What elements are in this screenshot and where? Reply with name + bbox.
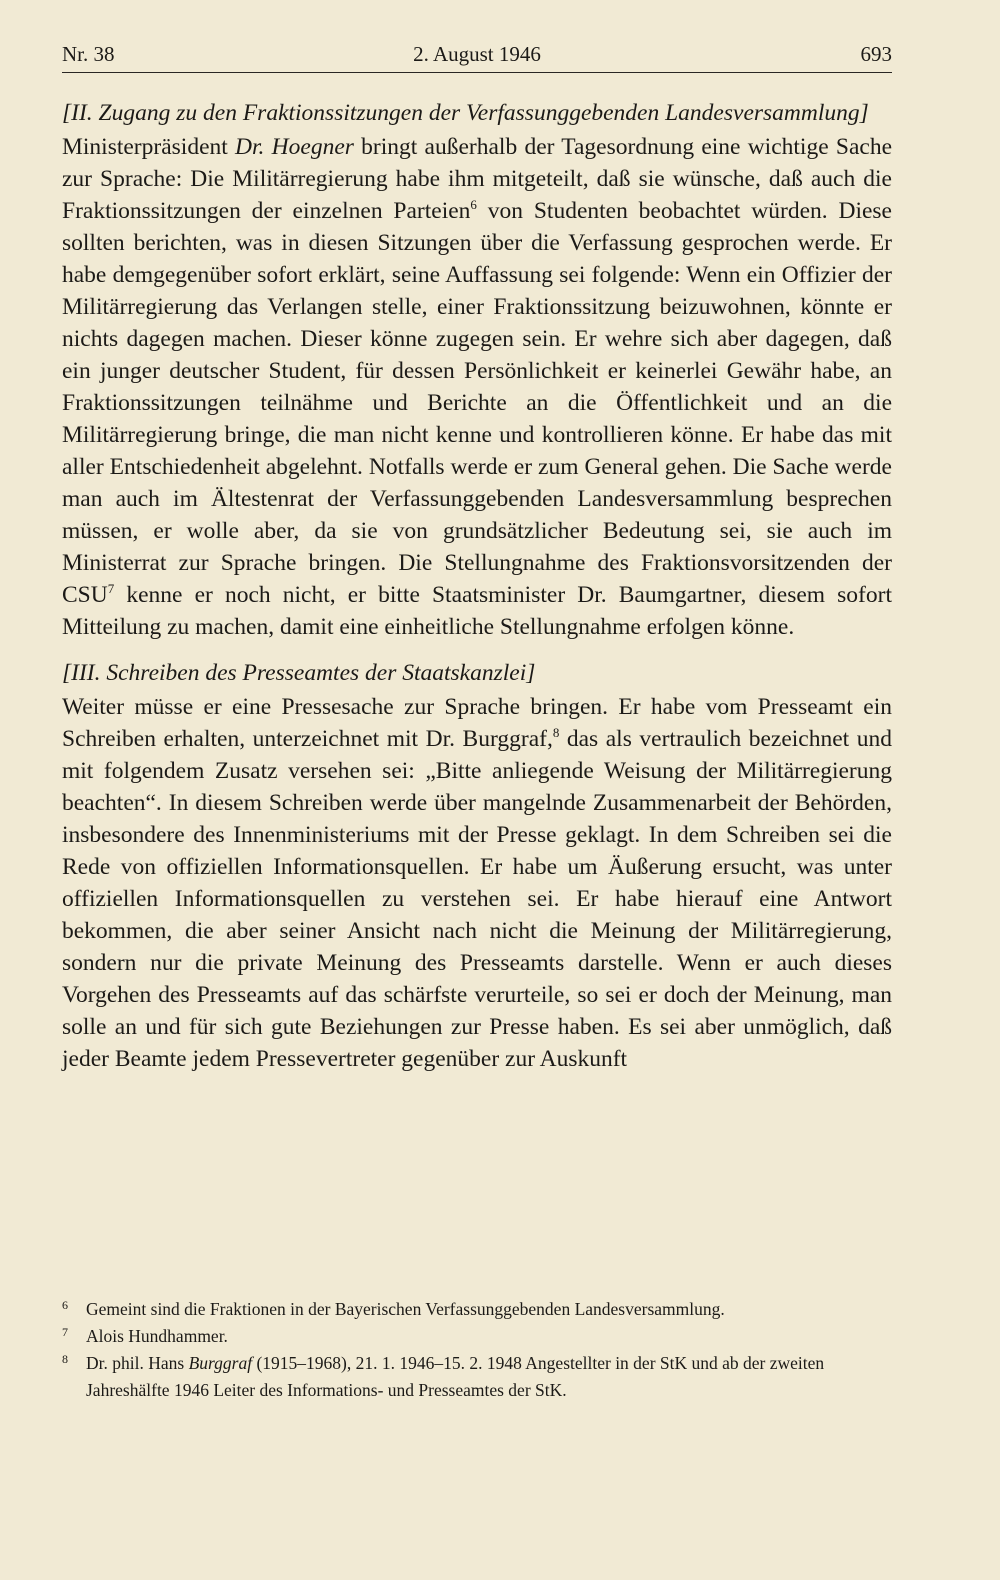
footnote-text: Dr. phil. Hans <box>86 1353 189 1373</box>
footnote-7 <box>62 1323 892 1350</box>
issue-number: Nr. 38 <box>62 42 115 66</box>
footnote-number: 6 <box>62 1298 68 1312</box>
footnote-ref-6[interactable]: 6 <box>470 197 477 213</box>
person-name-italic: Burggraf <box>188 1353 253 1373</box>
text-run: Ministerpräsident <box>62 134 236 160</box>
text-run: das als vertraulich bezeichnet und mit folgendem Zusatz versehen sei: „Bitte anliegende Weisung der Militärregierung beachten“. In diesem Schreiben werde über mangelnde Zusammenarbeit der Behörden, insbesondere des Innenministeriums mit der Presse geklagt. In dem Schreiben sei die Rede von offiziellen Informationsquellen. Er habe um Äußerung ersucht, was unter offiziellen Informationsquellen zu verstehen sei. Er habe hierauf eine Antwort bekommen, die aber seiner Ansicht nach nicht die Meinung der Militärregierung, sondern nur die private Meinung des Presseamts darstelle. Wenn er auch dieses Vorgehen des Presseamts auf das schärfste verurteile, so sei er doch der Meinung, man solle an und für sich gute Beziehungen zur Presse haben. Es sei aber unmöglich, daß jeder Beamte jedem Pressevertreter gegenüber zur Auskunft <box>62 726 892 1072</box>
person-name-italic: Hoegner <box>271 134 354 160</box>
text-run: Weiter müsse er eine Pressesache zur Sprache bringen. Er habe vom Presseamt ein Schreiben erhalten, unterzeichnet mit Dr. Burggraf, <box>62 694 892 752</box>
main-text <box>62 97 892 1075</box>
section-heading-3: [III. Schreiben des Presseamtes der Staatskanzlei] <box>62 660 536 686</box>
footnote-ref-7[interactable]: 7 <box>107 581 115 597</box>
footnotes <box>62 1296 892 1404</box>
footnote-number: 8 <box>62 1352 68 1366</box>
footnote-ref-8[interactable]: 8 <box>552 725 560 741</box>
footnote-number: 7 <box>62 1325 68 1339</box>
footnote-8 <box>62 1350 892 1404</box>
text-run: kenne er noch nicht, er bitte Staatsminister Dr. Baumgartner, diesem sofort Mitteilung zu machen, damit eine einheitliche Stellungnahme erfolgen könne. <box>62 582 892 640</box>
text-run: bringt außerhalb der Tagesordnung eine wichtige Sache zur Sprache: Die Militärregierung habe ihm mitgeteilt, daß sie wünsche, daß auch die Fraktionssitzungen der einzelnen Parteien <box>62 134 892 224</box>
footnote-text: (1915–1968), 21. 1. 1946–15. 2. 1948 Angestellter in der StK und ab der zweiten Jahreshälfte 1946 Leiter des Informations- und Presseamtes der StK. <box>86 1353 825 1400</box>
text-run-italic: Dr. <box>235 134 272 160</box>
header-date: 2. August 1946 <box>413 42 541 66</box>
page-number: 693 <box>860 42 892 66</box>
paragraph-section-2 <box>62 131 892 643</box>
paragraph-section-3 <box>62 691 892 1075</box>
text-run: von Studenten beobachtet würden. Diese sollten berichten, was in diesen Sitzungen über die Verfassung gesprochen werde. Er habe demgegenüber sofort erklärt, seine Auffassung sei folgende: Wenn ein Offizier der Militärregierung das Verlangen stelle, einer Fraktionssitzung beizuwohnen, könnte er nichts dagegen machen. Dieser könne zugegen sein. Er wehre sich aber dagegen, daß ein junger deutscher Student, für dessen Persönlichkeit er keinerlei Gewähr habe, an Fraktionssitzungen teilnähme und Berichte an die Öffentlichkeit und an die Militärregierung bringe, die man nicht kenne und kontrollieren könne. Er habe das mit aller Entschiedenheit abgelehnt. Notfalls werde er zum General gehen. Die Sache werde man auch im Ältestenrat der Verfassunggebenden Landesversammlung besprechen müssen, er wolle aber, da sie von grundsätzlicher Bedeutung sei, sie auch im Ministerrat zur Sprache bringen. Die Stellungnahme des Fraktionsvorsitzenden der CSU <box>62 198 892 608</box>
section-heading-2: [II. Zugang zu den Fraktionssitzungen der Verfassunggebenden Landesversammlung] <box>62 100 869 126</box>
footnote-text: Alois Hundhammer. <box>86 1326 228 1346</box>
footnote-text: Gemeint sind die Fraktionen in der Bayerischen Verfassunggebenden Landesversammlung. <box>86 1299 725 1319</box>
running-header <box>62 42 892 73</box>
footnote-6 <box>62 1296 892 1323</box>
